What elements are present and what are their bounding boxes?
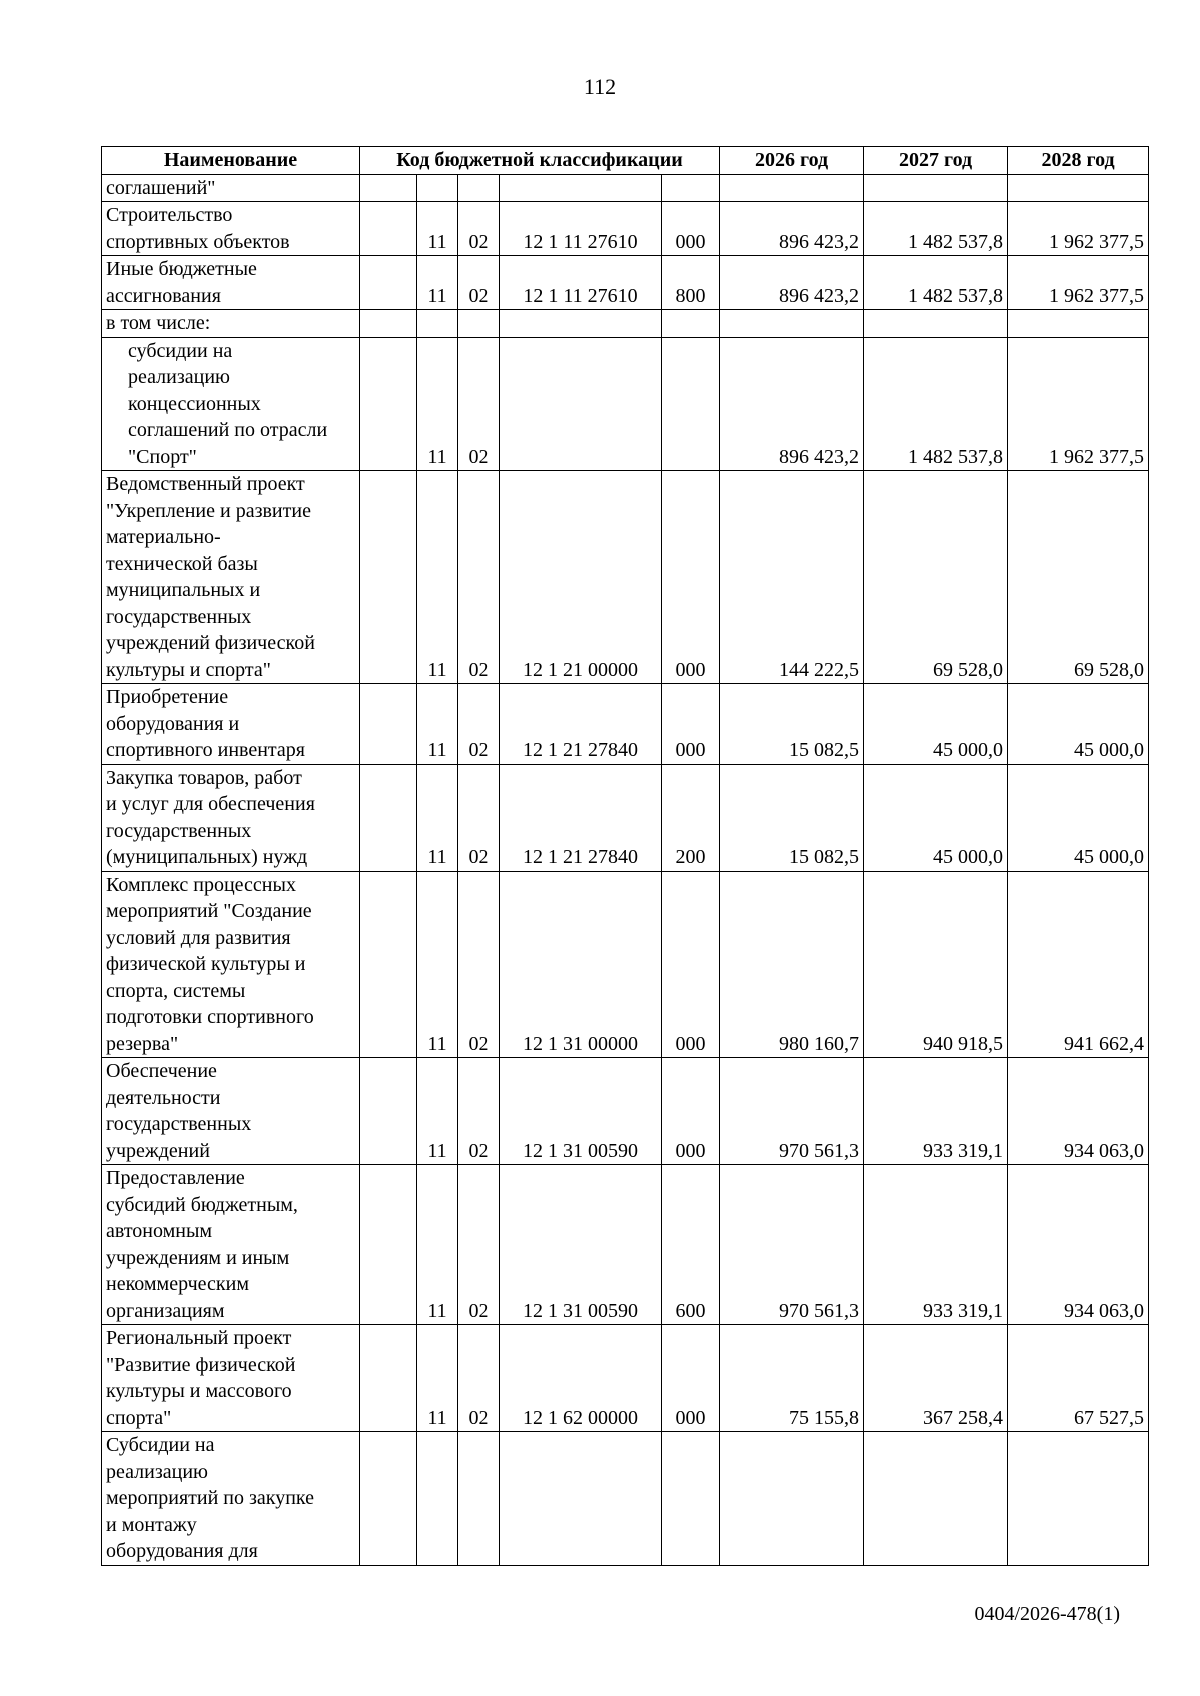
- value-2026: 896 423,2: [720, 202, 864, 256]
- table-row: [102, 202, 1149, 256]
- code-section: 11: [417, 764, 458, 871]
- value-2026: 75 155,8: [720, 1325, 864, 1432]
- code-expense-type: 000: [662, 871, 720, 1058]
- code-section: 11: [417, 684, 458, 765]
- code-target-article: [500, 310, 662, 338]
- value-2028: [1008, 310, 1149, 338]
- table-header-row: [102, 147, 1149, 175]
- code-part-1: [360, 1325, 417, 1432]
- value-2026: 144 222,5: [720, 471, 864, 684]
- code-part-1: [360, 174, 417, 202]
- value-2028: 1 962 377,5: [1008, 337, 1149, 471]
- value-2026: 970 561,3: [720, 1058, 864, 1165]
- row-name: Ведомственный проект "Укрепление и развитие материально- технической базы муниципальных и государственных учреждений физической культуры и спорта": [102, 471, 360, 684]
- code-expense-type: 200: [662, 764, 720, 871]
- value-2028: 941 662,4: [1008, 871, 1149, 1058]
- row-name: Приобретение оборудования и спортивного инвентаря: [102, 684, 360, 765]
- header-2028: 2028 год: [1008, 147, 1149, 175]
- value-2027: 1 482 537,8: [864, 256, 1008, 310]
- table-row: [102, 764, 1149, 871]
- code-subsection: 02: [458, 1165, 500, 1325]
- value-2028: 934 063,0: [1008, 1165, 1149, 1325]
- code-expense-type: 000: [662, 684, 720, 765]
- page-number: 112: [583, 74, 617, 99]
- value-2028: [1008, 1432, 1149, 1566]
- code-expense-type: 000: [662, 471, 720, 684]
- code-expense-type: 000: [662, 1058, 720, 1165]
- value-2026: 970 561,3: [720, 1165, 864, 1325]
- code-part-1: [360, 256, 417, 310]
- row-name: Обеспечение деятельности государственных учреждений: [102, 1058, 360, 1165]
- code-part-1: [360, 471, 417, 684]
- value-2027: [864, 1432, 1008, 1566]
- code-part-1: [360, 1058, 417, 1165]
- code-subsection: 02: [458, 1058, 500, 1165]
- value-2027: 367 258,4: [864, 1325, 1008, 1432]
- row-name: в том числе:: [102, 310, 360, 338]
- code-section: 11: [417, 1058, 458, 1165]
- row-name: Иные бюджетные ассигнования: [102, 256, 360, 310]
- table-row: [102, 174, 1149, 202]
- code-expense-type: [662, 310, 720, 338]
- code-target-article: 12 1 62 00000: [500, 1325, 662, 1432]
- code-subsection: [458, 310, 500, 338]
- value-2027: 1 482 537,8: [864, 337, 1008, 471]
- code-part-1: [360, 310, 417, 338]
- code-subsection: [458, 1432, 500, 1566]
- value-2028: 45 000,0: [1008, 764, 1149, 871]
- value-2026: 15 082,5: [720, 684, 864, 765]
- table-body: [102, 174, 1149, 1565]
- value-2027: 940 918,5: [864, 871, 1008, 1058]
- code-target-article: 12 1 31 00590: [500, 1165, 662, 1325]
- value-2028: 69 528,0: [1008, 471, 1149, 684]
- row-name: Закупка товаров, работ и услуг для обеспечения государственных (муниципальных) нужд: [102, 764, 360, 871]
- header-2027: 2027 год: [864, 147, 1008, 175]
- document-number: 0404/2026-478(1): [974, 1603, 1120, 1625]
- code-target-article: 12 1 11 27610: [500, 202, 662, 256]
- code-subsection: 02: [458, 471, 500, 684]
- code-expense-type: 600: [662, 1165, 720, 1325]
- table-row: [102, 256, 1149, 310]
- header-name: Наименование: [102, 147, 360, 175]
- code-section: [417, 1432, 458, 1566]
- value-2028: 45 000,0: [1008, 684, 1149, 765]
- value-2028: 67 527,5: [1008, 1325, 1149, 1432]
- code-target-article: [500, 174, 662, 202]
- code-target-article: [500, 1432, 662, 1566]
- code-subsection: 02: [458, 764, 500, 871]
- value-2026: 980 160,7: [720, 871, 864, 1058]
- code-subsection: 02: [458, 337, 500, 471]
- code-target-article: [500, 337, 662, 471]
- code-subsection: 02: [458, 684, 500, 765]
- table-row: [102, 1432, 1149, 1566]
- header-2026: 2026 год: [720, 147, 864, 175]
- budget-table: [101, 146, 1149, 1566]
- code-subsection: [458, 174, 500, 202]
- code-part-1: [360, 764, 417, 871]
- row-name: Строительство спортивных объектов: [102, 202, 360, 256]
- value-2026: 896 423,2: [720, 256, 864, 310]
- code-part-1: [360, 1165, 417, 1325]
- code-expense-type: 800: [662, 256, 720, 310]
- value-2028: [1008, 174, 1149, 202]
- code-expense-type: 000: [662, 202, 720, 256]
- code-section: [417, 174, 458, 202]
- value-2027: 45 000,0: [864, 764, 1008, 871]
- header-code: Код бюджетной классификации: [360, 147, 720, 175]
- code-section: 11: [417, 1325, 458, 1432]
- value-2026: [720, 174, 864, 202]
- code-target-article: 12 1 31 00000: [500, 871, 662, 1058]
- row-name: Региональный проект "Развитие физической культуры и массового спорта": [102, 1325, 360, 1432]
- code-part-1: [360, 684, 417, 765]
- value-2028: 1 962 377,5: [1008, 256, 1149, 310]
- value-2027: 1 482 537,8: [864, 202, 1008, 256]
- row-name: соглашений": [102, 174, 360, 202]
- code-expense-type: [662, 337, 720, 471]
- code-expense-type: [662, 174, 720, 202]
- row-name: Предоставление субсидий бюджетным, автономным учреждениям и иным некоммерческим организациям: [102, 1165, 360, 1325]
- value-2027: [864, 174, 1008, 202]
- code-expense-type: [662, 1432, 720, 1566]
- code-section: 11: [417, 471, 458, 684]
- value-2026: 15 082,5: [720, 764, 864, 871]
- table-row: [102, 684, 1149, 765]
- code-section: 11: [417, 871, 458, 1058]
- value-2026: [720, 1432, 864, 1566]
- value-2027: 933 319,1: [864, 1165, 1008, 1325]
- code-section: [417, 310, 458, 338]
- value-2026: 896 423,2: [720, 337, 864, 471]
- value-2027: [864, 310, 1008, 338]
- value-2027: 933 319,1: [864, 1058, 1008, 1165]
- code-target-article: 12 1 21 00000: [500, 471, 662, 684]
- code-target-article: 12 1 21 27840: [500, 764, 662, 871]
- table-row: [102, 1325, 1149, 1432]
- code-section: 11: [417, 202, 458, 256]
- code-section: 11: [417, 337, 458, 471]
- table-row: [102, 1058, 1149, 1165]
- value-2028: 934 063,0: [1008, 1058, 1149, 1165]
- code-expense-type: 000: [662, 1325, 720, 1432]
- code-target-article: 12 1 31 00590: [500, 1058, 662, 1165]
- code-subsection: 02: [458, 871, 500, 1058]
- value-2026: [720, 310, 864, 338]
- value-2027: 69 528,0: [864, 471, 1008, 684]
- code-section: 11: [417, 256, 458, 310]
- value-2027: 45 000,0: [864, 684, 1008, 765]
- code-section: 11: [417, 1165, 458, 1325]
- code-part-1: [360, 337, 417, 471]
- code-subsection: 02: [458, 256, 500, 310]
- code-part-1: [360, 1432, 417, 1566]
- table-row: [102, 471, 1149, 684]
- code-subsection: 02: [458, 202, 500, 256]
- table-row: [102, 871, 1149, 1058]
- code-target-article: 12 1 11 27610: [500, 256, 662, 310]
- row-name: Комплекс процессных мероприятий "Создание условий для развития физической культуры и спорта, системы подготовки спортивного резерва": [102, 871, 360, 1058]
- table-row: [102, 1165, 1149, 1325]
- row-name: субсидии на реализацию концессионных соглашений по отрасли "Спорт": [102, 337, 360, 471]
- code-part-1: [360, 871, 417, 1058]
- table-row: [102, 310, 1149, 338]
- value-2028: 1 962 377,5: [1008, 202, 1149, 256]
- row-name: Субсидии на реализацию мероприятий по закупке и монтажу оборудования для: [102, 1432, 360, 1566]
- code-target-article: 12 1 21 27840: [500, 684, 662, 765]
- code-subsection: 02: [458, 1325, 500, 1432]
- table-row: [102, 337, 1149, 471]
- code-part-1: [360, 202, 417, 256]
